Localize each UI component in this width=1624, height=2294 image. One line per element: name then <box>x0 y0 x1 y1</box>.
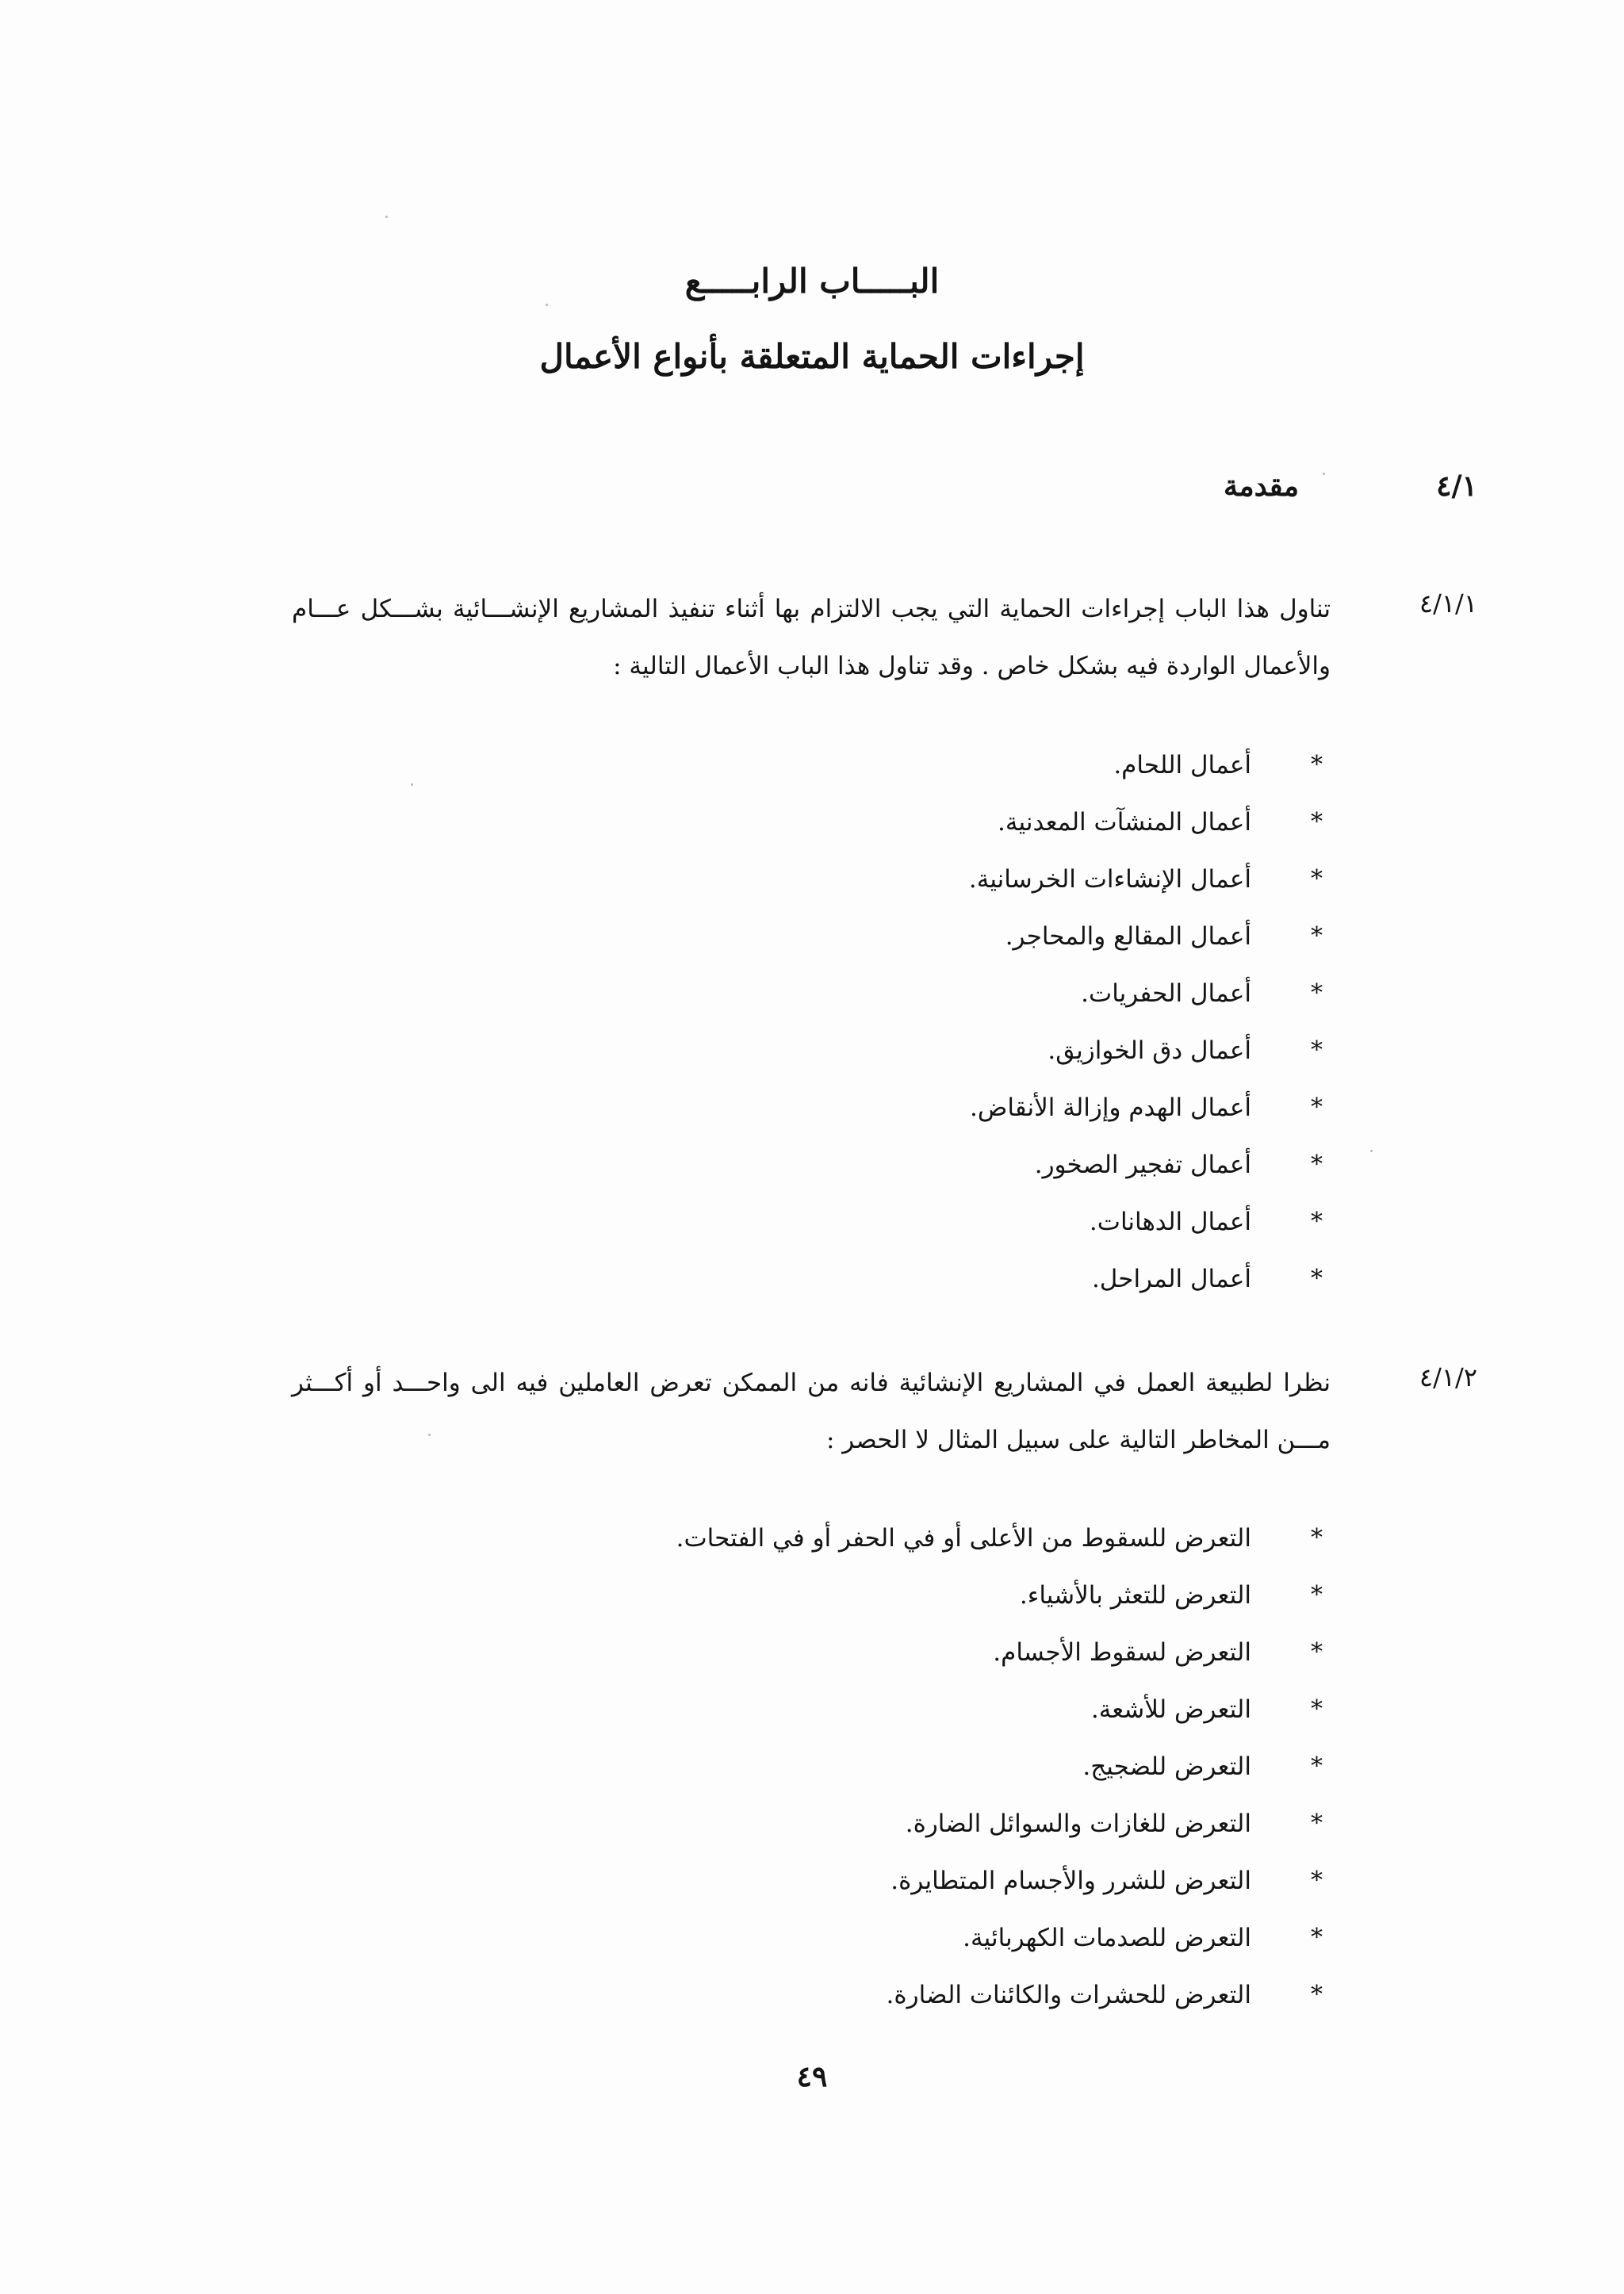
list-item-text: التعرض للغازات والسوائل الضارة. <box>905 1810 1251 1838</box>
list-item <box>0 1800 1624 1857</box>
page-number: ٤٩ <box>796 2060 828 2093</box>
paragraph-number: ٤/١/٢ <box>1419 1362 1477 1392</box>
list-item-text: التعرض للضجيج. <box>1082 1752 1251 1781</box>
list-item <box>0 1572 1624 1629</box>
list-item <box>0 1255 1624 1312</box>
list-item-text: أعمال الهدم وإزالة الأنقاض. <box>970 1093 1251 1122</box>
list-item-text: التعرض لسقوط الأجسام. <box>993 1638 1251 1667</box>
list-item-text: التعرض للتعثر بالأشياء. <box>1019 1581 1251 1610</box>
bullet-icon: * <box>1311 979 1323 1007</box>
list-item <box>0 856 1624 913</box>
section-title: مقدمة <box>1224 469 1299 503</box>
list-item <box>0 798 1624 856</box>
list-item <box>0 1198 1624 1255</box>
bullet-icon: * <box>1311 808 1323 836</box>
list-item <box>0 1914 1624 1971</box>
list-item <box>0 1141 1624 1198</box>
list-item-text: التعرض للسقوط من الأعلى أو في الحفر أو في الفتحات. <box>676 1524 1251 1553</box>
bullet-icon: * <box>1311 1208 1323 1235</box>
list-item-text: أعمال الدهانات. <box>1089 1208 1251 1236</box>
paragraph-number: ٤/١/١ <box>1419 588 1477 618</box>
list-item-text: التعرض للحشرات والكائنات الضارة. <box>886 1981 1251 2009</box>
list-item <box>0 1027 1624 1084</box>
bullet-icon: * <box>1311 1036 1323 1064</box>
list-item <box>0 1515 1624 1572</box>
list-item-text: أعمال اللحام. <box>1113 751 1251 779</box>
bullet-icon: * <box>1311 1265 1323 1293</box>
chapter-title: البـــــاب الرابـــــع <box>684 262 940 301</box>
section-number: ٤/١ <box>1436 469 1477 503</box>
bullet-icon: * <box>1311 751 1323 779</box>
scan-speck <box>385 216 388 218</box>
bullet-icon: * <box>1311 922 1323 950</box>
list-item-text: أعمال المقالع والمحاجر. <box>1005 922 1251 951</box>
list-item <box>0 970 1624 1027</box>
paragraph: تناول هذا الباب إجراءات الحماية التي يجب الالتزام بها أثناء تنفيذ المشاريع الإنشـــائية بشـــكل عـــام والأعمال الواردة فيه بشكل خاص . وقد تناول هذا الباب الأعمال التالية : <box>292 595 1331 680</box>
list-item-text: أعمال المنشآت المعدنية. <box>998 808 1251 837</box>
list-item <box>0 1686 1624 1743</box>
list-item-text: التعرض للصدمات الكهربائية. <box>963 1924 1251 1952</box>
list-item <box>0 741 1624 798</box>
bullet-icon: * <box>1311 1752 1323 1780</box>
list-item <box>0 1971 1624 2028</box>
list-item-text: أعمال الحفريات. <box>1081 979 1251 1008</box>
bullet-icon: * <box>1311 1981 1323 2009</box>
list-item-text: أعمال الإنشاءات الخرسانية. <box>968 865 1251 894</box>
scan-speck <box>1323 473 1325 475</box>
bullet-icon: * <box>1311 1695 1323 1723</box>
list-item <box>0 1629 1624 1686</box>
paragraph: نظرا لطبيعة العمل في المشاريع الإنشائية فانه من الممكن تعرض العاملين فيه الى واحـــد أو أكـــثر مـــن المخاطر التالية على سبيل المثال لا الحصر : <box>292 1369 1331 1454</box>
bullet-icon: * <box>1311 1581 1323 1609</box>
list-item-text: أعمال المراحل. <box>1091 1265 1251 1293</box>
bullet-icon: * <box>1311 865 1323 893</box>
bullet-icon: * <box>1311 1524 1323 1552</box>
list-item <box>0 1857 1624 1914</box>
works-list <box>0 741 1624 1312</box>
list-item <box>0 913 1624 970</box>
hazards-list <box>0 1515 1624 2028</box>
chapter-subtitle: إجراءات الحماية المتعلقة بأنواع الأعمال <box>539 337 1085 376</box>
bullet-icon: * <box>1311 1638 1323 1666</box>
bullet-icon: * <box>1311 1867 1323 1894</box>
list-item-text: التعرض للشرر والأجسام المتطايرة. <box>891 1867 1251 1895</box>
bullet-icon: * <box>1311 1924 1323 1951</box>
scan-speck <box>546 304 548 306</box>
list-item-text: التعرض للأشعة. <box>1090 1695 1251 1724</box>
list-item <box>0 1743 1624 1800</box>
bullet-icon: * <box>1311 1093 1323 1121</box>
bullet-icon: * <box>1311 1151 1323 1178</box>
list-item-text: أعمال تفجير الصخور. <box>1034 1151 1251 1179</box>
list-item <box>0 1084 1624 1141</box>
bullet-icon: * <box>1311 1810 1323 1837</box>
list-item-text: أعمال دق الخوازيق. <box>1048 1036 1251 1065</box>
